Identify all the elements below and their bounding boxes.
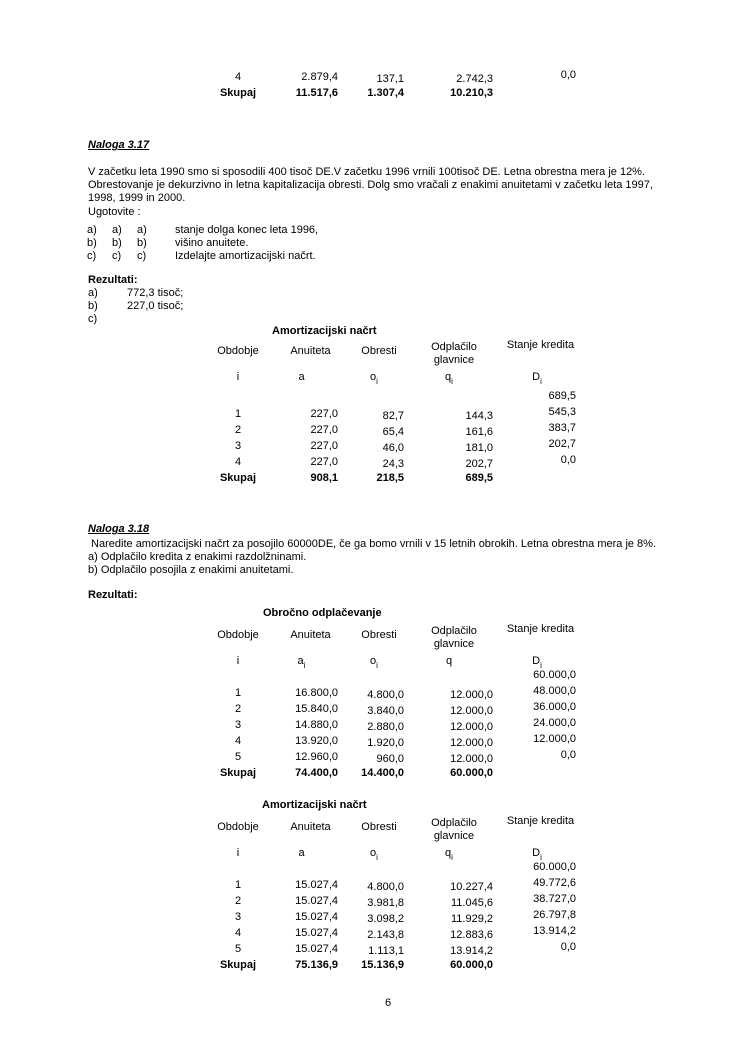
cell-odplacilo: 12.000,0 (450, 753, 493, 765)
cell-stanje: 60.000,0 (533, 861, 576, 873)
symbol-i: i (236, 371, 240, 383)
cell-anuiteta: 11.517,6 (295, 87, 338, 99)
cell-anuiteta: 15.027,4 (295, 911, 338, 923)
list-item-text: Izdelajte amortizacijski načrt. (175, 250, 316, 263)
cell-obresti: 65,4 (382, 426, 404, 438)
paragraph-line: a) Odplačilo kredita z enakimi razdolžninami. (88, 551, 307, 564)
col-header-obdobje: Obdobje (217, 821, 259, 833)
cell-stanje: 0,0 (560, 749, 576, 761)
rezultati-value: 227,0 tisoč; (127, 300, 184, 312)
cell-stanje: 49.772,6 (533, 877, 576, 889)
cell-obdobje: 3 (234, 911, 242, 923)
cell-obdobje: 4 (234, 735, 242, 747)
symbol-a: $a_i$ (297, 655, 306, 671)
naloga-318-body (88, 538, 656, 578)
symbol-q: q (445, 655, 453, 667)
cell-stanje: 0,0 (560, 69, 576, 81)
cell-odplacilo: 12.000,0 (450, 721, 493, 733)
col-header-odplacilo: Odplačilo glavnice (431, 817, 477, 842)
cell-stanje: 383,7 (548, 422, 576, 434)
col-header-odplacilo: Odplačilo glavnice (431, 341, 477, 366)
symbol-a: a (298, 371, 305, 383)
cell-anuiteta: 15.027,4 (295, 879, 338, 891)
rezultati-item (88, 287, 183, 300)
table-total-row (203, 472, 583, 488)
col-header-stanje: Stanje kredita (506, 815, 575, 827)
cell-odplacilo: 12.883,6 (450, 929, 493, 941)
cell-obresti: 2.143,8 (367, 929, 404, 941)
table-title: Amortizacijski načrt (262, 799, 367, 811)
cell-obdobje: 4 (234, 456, 242, 468)
table-title: Amortizacijski načrt (272, 325, 377, 337)
table-symbol-row (203, 371, 583, 387)
list-marker: c) (112, 250, 122, 263)
cell-obresti: 137,1 (376, 73, 404, 85)
cell-anuiteta: 227,0 (310, 440, 338, 452)
cell-obdobje: 1 (234, 408, 242, 420)
list-marker: a) (87, 224, 97, 236)
cell-odplacilo: 10.210,3 (450, 87, 493, 99)
table-header-row (203, 623, 583, 655)
cell-obdobje: Skupaj (219, 87, 257, 99)
cell-obresti: 82,7 (382, 410, 404, 422)
cell-obdobje: Skupaj (219, 767, 257, 779)
cell-odplacilo: 12.000,0 (450, 689, 493, 701)
symbol-D: $D_i$ (532, 655, 542, 671)
cell-stanje: 0,0 (560, 454, 576, 466)
symbol-D: $D_i$ (532, 847, 542, 863)
table-row (203, 943, 583, 959)
cell-anuiteta: 908,1 (310, 472, 338, 484)
cell-obdobje: Skupaj (219, 959, 257, 971)
cell-odplacilo: 11.929,2 (450, 913, 493, 925)
cell-anuiteta: 15.027,4 (295, 943, 338, 955)
table-header-row (203, 339, 583, 371)
list-marker: a) (137, 224, 147, 236)
rezultati-label: Rezultati: (88, 589, 138, 601)
cell-obresti: 3.098,2 (367, 913, 404, 925)
table-body (203, 863, 583, 959)
paragraph-line: Ugotovite : (88, 205, 141, 218)
col-header-obdobje: Obdobje (217, 345, 259, 357)
cell-odplacilo: 181,0 (465, 442, 493, 454)
symbol-q: $q_i$ (445, 847, 453, 863)
col-header-anuiteta: Anuiteta (290, 821, 331, 833)
rezultati-item (88, 300, 183, 313)
cell-obdobje: 1 (234, 879, 242, 891)
cell-anuiteta: 2.879,4 (301, 71, 338, 83)
naloga-317-list (87, 224, 318, 264)
paragraph-line: b) Odplačilo posojila z enakimi anuitetami. (88, 564, 294, 577)
cell-obresti: 15.136,9 (361, 959, 404, 971)
cell-anuiteta: 15.027,4 (295, 927, 338, 939)
col-header-obdobje: Obdobje (217, 629, 259, 641)
table-fragment-top (203, 71, 583, 103)
cell-stanje: 12.000,0 (533, 733, 576, 745)
table-row (203, 71, 583, 87)
cell-stanje: 24.000,0 (533, 717, 576, 729)
cell-anuiteta: 13.920,0 (295, 735, 338, 747)
cell-odplacilo: 60.000,0 (450, 959, 493, 971)
cell-anuiteta: 12.960,0 (295, 751, 338, 763)
table-amortizacijski-317 (203, 339, 583, 488)
list-item (87, 250, 318, 263)
table-total-row (203, 87, 583, 103)
paragraph-line: 1998, 1999 in 2000. (88, 192, 186, 205)
cell-anuiteta: 75.136,9 (295, 959, 338, 971)
list-marker: a) (88, 287, 98, 299)
col-header-obresti: Obresti (361, 821, 397, 833)
symbol-i: i (236, 655, 240, 667)
table-row (203, 456, 583, 472)
col-header-stanje: Stanje kredita (506, 623, 575, 635)
cell-odplacilo: 13.914,2 (450, 945, 493, 957)
cell-obdobje: 1 (234, 687, 242, 699)
symbol-o: $o_i$ (370, 655, 378, 671)
naloga-317-rezultati (88, 274, 183, 326)
naloga-317-heading: Naloga 3.17 (88, 139, 150, 151)
symbol-o: $o_i$ (370, 847, 378, 863)
cell-anuiteta: 227,0 (310, 424, 338, 436)
list-item (87, 224, 318, 237)
cell-obdobje: 4 (234, 71, 242, 83)
cell-stanje: 689,5 (548, 390, 576, 402)
cell-obresti: 4.800,0 (367, 689, 404, 701)
list-marker: b) (137, 237, 147, 250)
symbol-o: $o_i$ (370, 371, 378, 387)
cell-obresti: 4.800,0 (367, 881, 404, 893)
cell-obresti: 218,5 (376, 472, 404, 484)
list-marker: b) (88, 300, 98, 312)
cell-obresti: 3.981,8 (367, 897, 404, 909)
list-marker: a) (112, 224, 122, 236)
table-body (203, 392, 583, 472)
col-header-obresti: Obresti (361, 345, 397, 357)
col-header-anuiteta: Anuiteta (290, 629, 331, 641)
symbol-D: $D_i$ (532, 371, 542, 387)
cell-stanje: 545,3 (548, 406, 576, 418)
table-header-row (203, 815, 583, 847)
page-number: 6 (385, 997, 392, 1009)
list-marker: c) (88, 313, 98, 325)
cell-anuiteta: 227,0 (310, 408, 338, 420)
table-obrocno-318 (203, 623, 583, 783)
cell-odplacilo: 161,6 (465, 426, 493, 438)
cell-obdobje: 3 (234, 440, 242, 452)
symbol-q: $q_i$ (445, 371, 453, 387)
cell-odplacilo: 60.000,0 (450, 767, 493, 779)
table-body (203, 671, 583, 767)
cell-anuiteta: 15.840,0 (295, 703, 338, 715)
list-marker: b) (87, 237, 97, 250)
cell-stanje: 0,0 (560, 941, 576, 953)
cell-obresti: 2.880,0 (367, 721, 404, 733)
cell-odplacilo: 689,5 (465, 472, 493, 484)
col-header-odplacilo: Odplačilo glavnice (431, 625, 477, 650)
symbol-i: i (236, 847, 240, 859)
cell-anuiteta: 16.800,0 (295, 687, 338, 699)
table-title: Obročno odplačevanje (263, 607, 382, 619)
list-marker: c) (137, 250, 147, 263)
paragraph-line: Obrestovanje je dekurzivno in letna kapitalizacija obresti. Dolg smo vračali z enakimi anuitetami v začetku leta 1997, (88, 179, 653, 192)
cell-stanje: 60.000,0 (533, 669, 576, 681)
cell-stanje: 26.797,8 (533, 909, 576, 921)
cell-odplacilo: 12.000,0 (450, 737, 493, 749)
list-item-text: višino anuitete. (175, 237, 249, 250)
paragraph-line: V začetku leta 1990 smo si sposodili 400 tisoč DE.V začetku 1996 vrnili 100tisoč DE. Letna obrestna mera je 12%. (88, 166, 646, 178)
table-amortizacijski-318 (203, 815, 583, 975)
list-marker: c) (87, 250, 97, 263)
table-row (203, 751, 583, 767)
naloga-318-heading: Naloga 3.18 (88, 523, 150, 535)
cell-odplacilo: 2.742,3 (456, 73, 493, 85)
cell-obresti: 3.840,0 (367, 705, 404, 717)
cell-obdobje: 5 (234, 751, 242, 763)
cell-odplacilo: 144,3 (465, 410, 493, 422)
col-header-anuiteta: Anuiteta (290, 345, 331, 357)
cell-obresti: 1.307,4 (367, 87, 404, 99)
col-header-stanje: Stanje kredita (506, 339, 575, 351)
paragraph-line: Naredite amortizacijski načrt za posojilo 60000DE, če ga bomo vrnili v 15 letnih obrokih. Letna obrestna mera je 8%. (88, 538, 657, 550)
cell-obdobje: 2 (234, 424, 242, 436)
cell-stanje: 38.727,0 (533, 893, 576, 905)
cell-odplacilo: 10.227,4 (450, 881, 493, 893)
cell-stanje: 13.914,2 (533, 925, 576, 937)
cell-obresti: 14.400,0 (361, 767, 404, 779)
cell-stanje: 36.000,0 (533, 701, 576, 713)
list-item (87, 237, 318, 250)
symbol-a: a (298, 847, 305, 859)
cell-obdobje: 4 (234, 927, 242, 939)
cell-obresti: 24,3 (382, 458, 404, 470)
rezultati-label: Rezultati: (88, 274, 138, 286)
cell-obdobje: 5 (234, 943, 242, 955)
cell-obdobje: Skupaj (219, 472, 257, 484)
cell-obdobje: 2 (234, 895, 242, 907)
list-marker: b) (112, 237, 122, 250)
list-item-text: stanje dolga konec leta 1996, (175, 224, 319, 236)
cell-stanje: 202,7 (548, 438, 576, 450)
cell-stanje: 48.000,0 (533, 685, 576, 697)
cell-obresti: 1.920,0 (367, 737, 404, 749)
rezultati-item (88, 313, 183, 326)
col-header-obresti: Obresti (361, 629, 397, 641)
table-total-row (203, 959, 583, 975)
cell-odplacilo: 12.000,0 (450, 705, 493, 717)
cell-anuiteta: 15.027,4 (295, 895, 338, 907)
cell-odplacilo: 11.045,6 (450, 897, 493, 909)
cell-anuiteta: 227,0 (310, 456, 338, 468)
cell-odplacilo: 202,7 (465, 458, 493, 470)
rezultati-value: 772,3 tisoč; (127, 287, 184, 299)
naloga-317-body (88, 166, 653, 219)
cell-obdobje: 3 (234, 719, 242, 731)
cell-obresti: 960,0 (376, 753, 404, 765)
cell-obdobje: 2 (234, 703, 242, 715)
cell-anuiteta: 14.880,0 (295, 719, 338, 731)
table-total-row (203, 767, 583, 783)
cell-anuiteta: 74.400,0 (295, 767, 338, 779)
cell-obresti: 1.113,1 (368, 945, 404, 957)
cell-obresti: 46,0 (382, 442, 404, 454)
